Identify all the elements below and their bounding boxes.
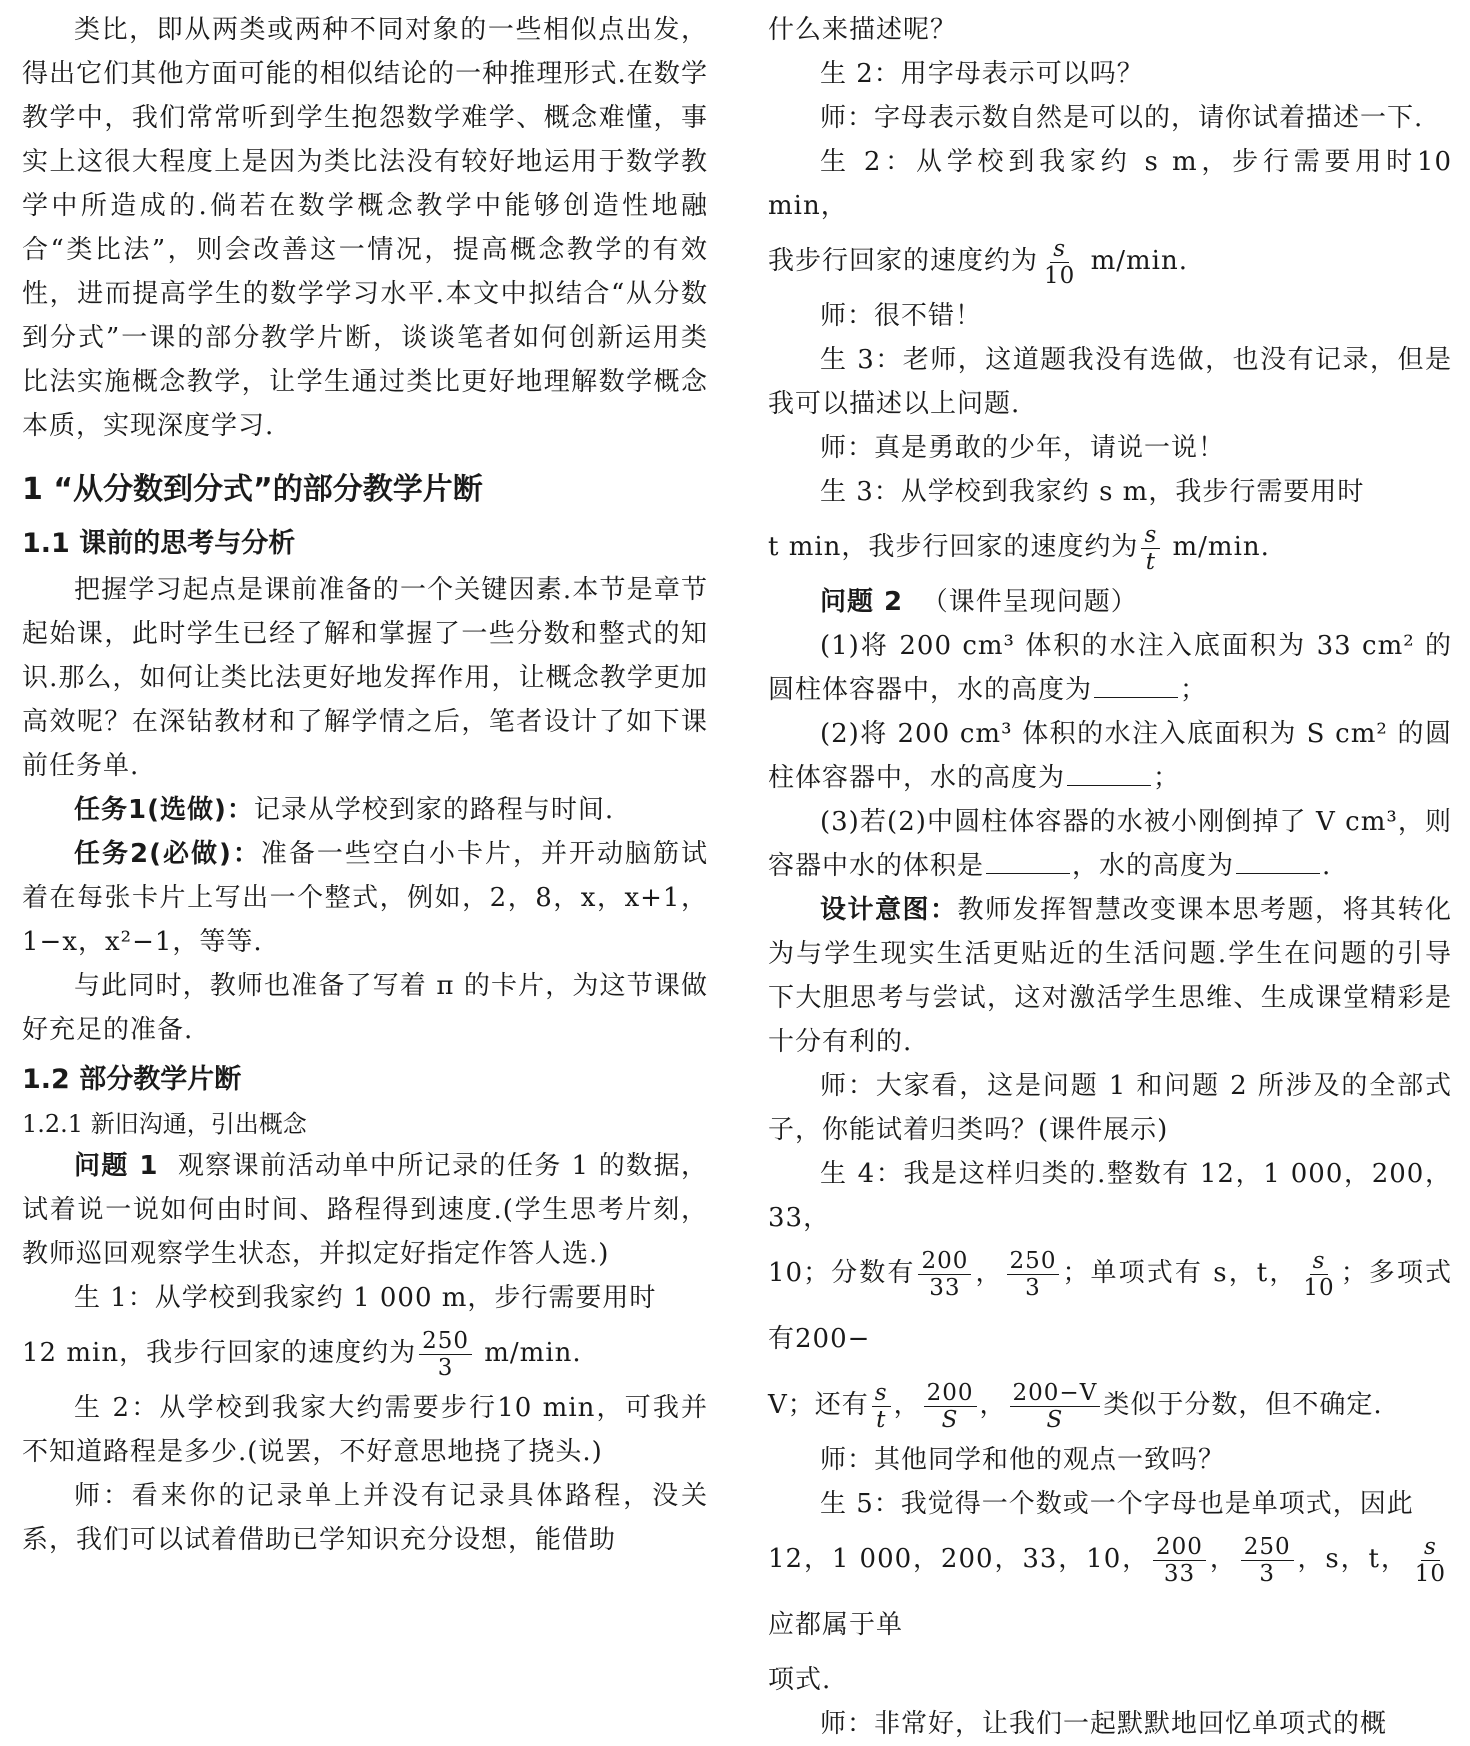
fraction-numerator: 200 bbox=[918, 1248, 971, 1275]
text-fragment: 10；分数有 bbox=[768, 1258, 916, 1288]
paragraph-pi: 与此同时，教师也准备了写着 π 的卡片，为这节课做好充足的准备. bbox=[22, 971, 708, 1045]
text-fragment: 类似于分数，但不确定. bbox=[1103, 1390, 1383, 1420]
question-2 bbox=[768, 580, 1452, 624]
answer-blank bbox=[1236, 847, 1320, 874]
fraction-numerator: s bbox=[1421, 1534, 1440, 1561]
answer-text: t min，我步行回家的速度约为 bbox=[768, 532, 1139, 562]
paragraph-1-1: 把握学习起点是课前准备的一个关键因素.本节是章节起始课，此时学生已经了解和掌握了一些分数和整式的知识.那么，如何让类比法更好地发挥作用，让概念教学更加高效呢？在深钻教材和了解学情之后，笔者设计了如下课前任务单. bbox=[22, 575, 708, 781]
task-1 bbox=[22, 788, 708, 832]
comma: ， bbox=[893, 1390, 921, 1420]
answer-blank bbox=[986, 847, 1070, 874]
comma: ， bbox=[979, 1390, 1007, 1420]
student-3-answer-line-1: 生 3：从学校到我家约 s m，我步行需要用时 bbox=[820, 477, 1365, 507]
fraction-200-minus-V-S bbox=[1010, 1380, 1101, 1433]
answer-text: 我步行回家的速度约为 bbox=[768, 246, 1039, 276]
task-2-text: 准备一些空白小卡片，并开动脑筋试着在每张卡片上写出一个整式，例如，2，8，x，x+1，1−x，x²−1，等等. bbox=[22, 839, 708, 957]
teacher-classify-prompt: 师：大家看，这是问题 1 和问题 2 所涉及的全部式子，你能试着归类吗？(课件展示) bbox=[768, 1071, 1452, 1145]
right-column bbox=[768, 8, 1452, 1746]
fraction-denominator: S bbox=[941, 1406, 959, 1433]
fraction-s-10 bbox=[1300, 1248, 1337, 1301]
text-fragment: 应都属于单 bbox=[768, 1610, 904, 1640]
fraction-denominator: 3 bbox=[1259, 1560, 1275, 1587]
question-2-part-3 bbox=[768, 800, 1452, 888]
fraction-numerator: 200 bbox=[924, 1380, 977, 1407]
section-heading-1-2-1: 1.2.1 新旧沟通，引出概念 bbox=[22, 1110, 307, 1138]
fraction-denominator: 10 bbox=[1303, 1274, 1335, 1301]
fraction-numerator: 250 bbox=[1241, 1534, 1294, 1561]
unit-text: m/min. bbox=[484, 1338, 582, 1368]
design-intent-text: 教师发挥智慧改变课本思考题，将其转化为与学生现实生活更贴近的生活问题.学生在问题的引导下大胆思考与尝试，这对激活学生思维、生成课堂精彩是十分有利的. bbox=[768, 895, 1452, 1057]
student-5-line-3: 项式. bbox=[768, 1665, 832, 1695]
text-fragment: 12，1 000，200，33，10， bbox=[768, 1544, 1151, 1574]
fraction-numerator: 250 bbox=[1007, 1248, 1060, 1275]
fraction-numerator: 200 bbox=[1153, 1534, 1206, 1561]
fraction-numerator: s bbox=[1310, 1248, 1329, 1275]
fraction-s-10 bbox=[1041, 236, 1078, 289]
student-5-line-1: 生 5：我觉得一个数或一个字母也是单项式，因此 bbox=[820, 1489, 1414, 1519]
question-2-part-2 bbox=[768, 712, 1452, 800]
period: . bbox=[1322, 851, 1332, 881]
task-1-label: 任务1(选做)： bbox=[74, 795, 254, 825]
answer-blank bbox=[1067, 759, 1151, 786]
fraction-denominator: 3 bbox=[1025, 1274, 1041, 1301]
question-2-label: 问题 2 bbox=[820, 587, 904, 617]
student-3-paragraph: 生 3：老师，这道题我没有选做，也没有记录，但是我可以描述以上问题. bbox=[768, 345, 1452, 419]
question-1 bbox=[22, 1144, 708, 1276]
fraction-denominator: 3 bbox=[437, 1354, 454, 1381]
student-3-answer-line-2 bbox=[768, 514, 1452, 580]
semicolon: ； bbox=[1180, 675, 1208, 705]
fraction-200-33 bbox=[918, 1248, 971, 1301]
unit-text: m/min. bbox=[1172, 532, 1270, 562]
question-2-part-1 bbox=[768, 624, 1452, 712]
intro-paragraph: 类比，即从两类或两种不同对象的一些相似点出发，得出它们其他方面可能的相似结论的一种推理形式.在数学教学中，我们常常听到学生抱怨数学难学、概念难懂，事实上这很大程度上是因为类比法没有较好地运用于数学教学中所造成的.倘若在数学概念教学中能够创造性地融合“类比法”，则会改善这一情况，提高概念教学的有效性，进而提高学生的数学学习水平.本文中拟结合“从分数到分式”一课的部分教学片断，谈谈笔者如何创新运用类比法实施概念教学，让学生通过类比更好地理解数学概念本质，实现深度学习. bbox=[22, 15, 708, 441]
student-2-reply: 生 2：用字母表示可以吗？ bbox=[820, 59, 1144, 89]
text-fragment: V；还有 bbox=[768, 1390, 869, 1420]
fraction-denominator: 10 bbox=[1044, 262, 1076, 289]
answer-blank bbox=[1094, 671, 1178, 698]
fraction-denominator: S bbox=[1046, 1406, 1064, 1433]
teacher-praise: 师：很不错！ bbox=[820, 301, 983, 331]
fraction-numerator: 250 bbox=[419, 1328, 472, 1355]
student-2-answer-line-2 bbox=[768, 228, 1452, 294]
teacher-reply-2: 师：真是勇敢的少年，请说一说！ bbox=[820, 433, 1226, 463]
student-5-line-2 bbox=[768, 1526, 1452, 1658]
student-1-text: 12 min，我步行回家的速度约为 bbox=[22, 1338, 417, 1368]
fraction-200-S bbox=[924, 1380, 977, 1433]
fraction-numerator: s bbox=[1050, 236, 1069, 263]
section-heading-1: 1 “从分数到分式”的部分教学片断 bbox=[22, 472, 483, 507]
design-intent bbox=[768, 888, 1452, 1064]
fraction-250-3 bbox=[1007, 1248, 1060, 1301]
part-2-text: (2)将 200 cm³ 体积的水注入底面积为 S cm² 的圆柱体容器中，水的高度为 bbox=[768, 719, 1452, 793]
comma: ， bbox=[974, 1258, 1004, 1288]
teacher-reply-1: 师：字母表示数自然是可以的，请你试着描述一下. bbox=[820, 103, 1424, 133]
section-heading-1-1: 1.1 课前的思考与分析 bbox=[22, 528, 296, 559]
part-1-text: (1)将 200 cm³ 体积的水注入底面积为 33 cm² 的圆柱体容器中，水的高度为 bbox=[768, 631, 1452, 705]
question-1-text: 观察课前活动单中所记录的任务 1 的数据，试着说一说如何由时间、路程得到速度.(学生思考片刻，教师巡回观察学生状态，并拟定好指定作答人选.) bbox=[22, 1151, 709, 1269]
semicolon: ； bbox=[1153, 763, 1181, 793]
fraction-s-10 bbox=[1412, 1534, 1449, 1587]
design-intent-label: 设计意图： bbox=[820, 895, 958, 925]
student-4-line-2 bbox=[768, 1240, 1452, 1372]
fraction-200-33 bbox=[1153, 1534, 1206, 1587]
question-2-text: （课件呈现问题） bbox=[921, 587, 1138, 617]
student-4-line-1: 生 4：我是这样归类的.整数有 12，1 000，200，33， bbox=[768, 1159, 1452, 1233]
fraction-s-t bbox=[872, 1380, 891, 1433]
student-2-answer-line-1: 生 2：从学校到我家约 s m，步行需要用时10 min， bbox=[768, 147, 1452, 221]
fraction-numerator: s bbox=[1141, 522, 1160, 549]
fraction-denominator: 33 bbox=[929, 1274, 961, 1301]
student-4-line-3 bbox=[768, 1372, 1452, 1438]
fraction-250-3 bbox=[419, 1328, 472, 1381]
teacher-paragraph: 师：看来你的记录单上并没有记录具体路程，没关系，我们可以试着借助已学知识充分设想，能借助 bbox=[22, 1481, 708, 1555]
fraction-numerator: 200−V bbox=[1010, 1380, 1101, 1407]
fraction-denominator: t bbox=[876, 1406, 887, 1433]
part-3-text: (3)若(2)中圆柱体容器的水被小刚倒掉了 V cm³，则容器中水的体积是 bbox=[768, 807, 1452, 881]
question-1-label: 问题 1 bbox=[74, 1151, 159, 1181]
fraction-250-3 bbox=[1241, 1534, 1294, 1587]
fraction-s-t bbox=[1141, 522, 1160, 575]
teacher-final-line: 师：非常好，让我们一起默默地回忆单项式的概 bbox=[820, 1709, 1388, 1739]
teacher-question: 师：其他同学和他的观点一致吗？ bbox=[820, 1445, 1226, 1475]
task-1-text: 记录从学校到家的路程与时间. bbox=[253, 795, 615, 825]
task-2-label: 任务2(必做)： bbox=[74, 839, 261, 869]
fraction-denominator: t bbox=[1145, 548, 1156, 575]
comma: ， bbox=[1208, 1544, 1238, 1574]
left-column bbox=[22, 8, 708, 1562]
fraction-denominator: 10 bbox=[1414, 1560, 1446, 1587]
fraction-numerator: s bbox=[872, 1380, 891, 1407]
text-fragment: ；单项式有 s，t， bbox=[1062, 1258, 1298, 1288]
student-1-line-1: 生 1：从学校到我家约 1 000 m，步行需要用时 bbox=[74, 1283, 657, 1313]
task-2 bbox=[22, 832, 708, 964]
text-fragment: ；多项式有200− bbox=[768, 1258, 1452, 1354]
section-heading-1-2: 1.2 部分教学片断 bbox=[22, 1064, 242, 1095]
fraction-denominator: 33 bbox=[1163, 1560, 1196, 1587]
text-fragment: ，s，t， bbox=[1296, 1544, 1409, 1574]
part-3-text-2: ，水的高度为 bbox=[1072, 851, 1235, 881]
student-2-paragraph: 生 2：从学校到我家大约需要步行10 min，可我并不知道路程是多少.(说罢，不好意思地挠了挠头.) bbox=[22, 1393, 708, 1467]
unit-text: m/min. bbox=[1090, 246, 1188, 276]
right-line-1: 什么来描述呢？ bbox=[768, 15, 958, 45]
student-1-line-2 bbox=[22, 1320, 708, 1386]
